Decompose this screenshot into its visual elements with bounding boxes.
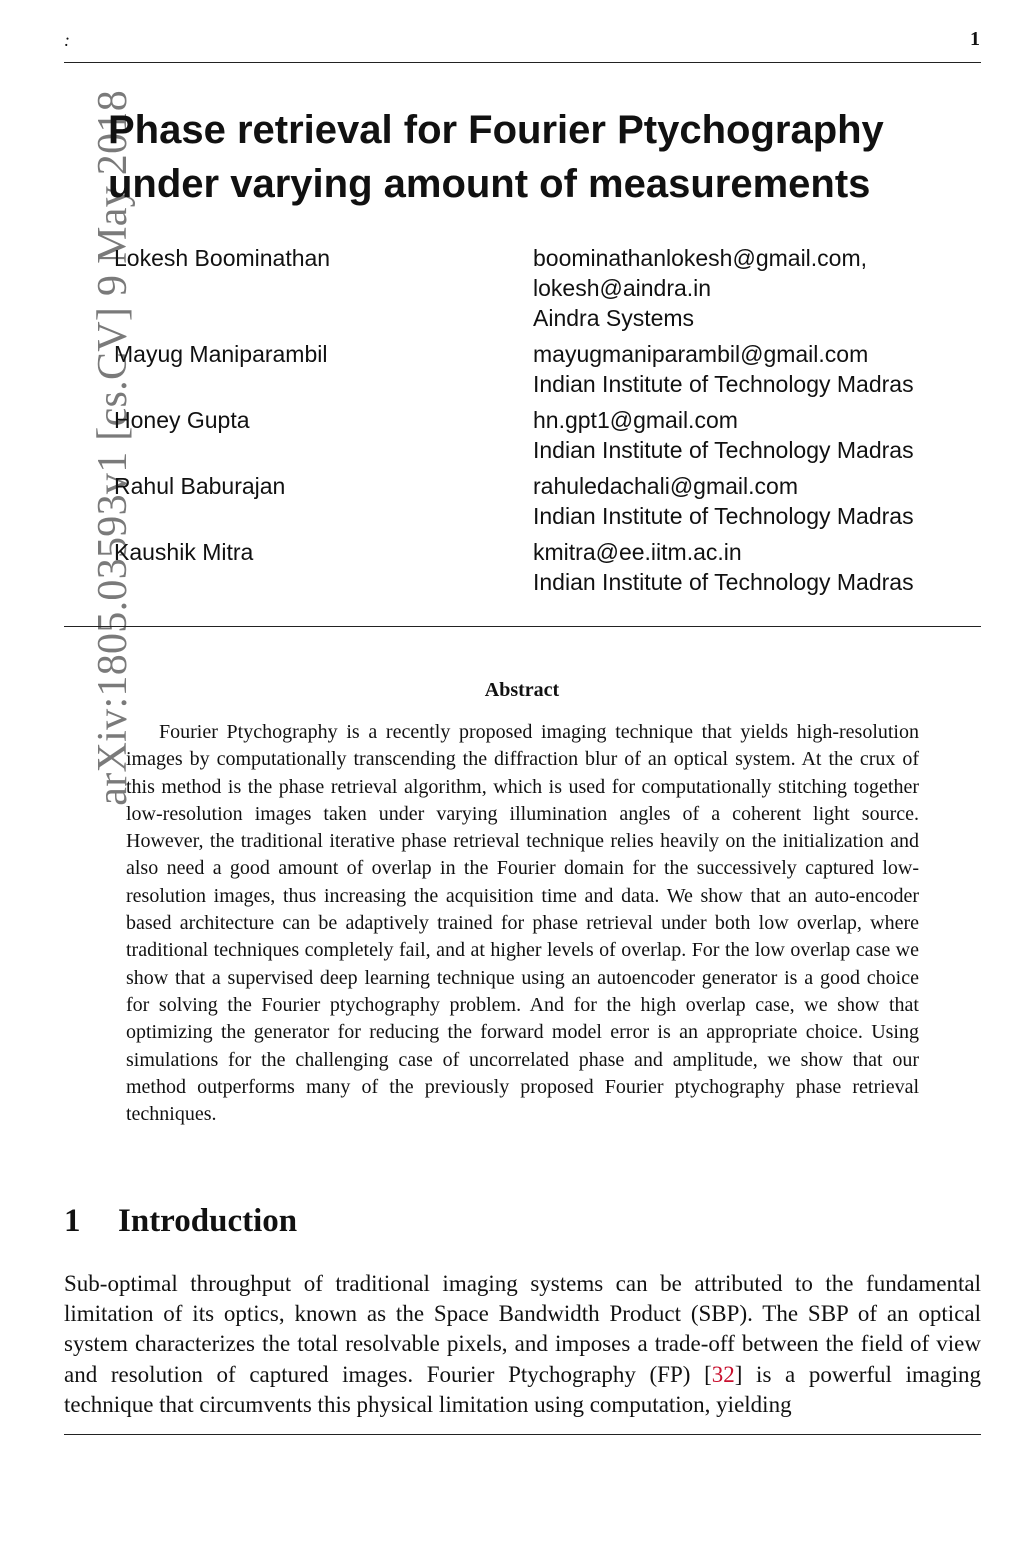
- author-email[interactable]: lokesh@aindra.in: [533, 275, 712, 301]
- author-name: Honey Gupta: [114, 407, 250, 433]
- author-institution: Aindra Systems: [533, 305, 695, 331]
- author-email[interactable]: hn.gpt1@gmail.com: [533, 407, 738, 433]
- author-block-rule: [64, 626, 981, 627]
- abstract-body: Fourier Ptychography is a recently proposed imaging technique that yields high-resolution images by computationally transcending the diffraction blur of an optical system. At the crux of this method is the phase retrieval algorithm, which is used for computationally stitching together low-resolution images taken under varying illumination angles of a coherent light source. However, the traditional iterative phase retrieval technique relies heavily on the initialization and also need a good amount of overlap in the Fourier domain for the successively captured low-resolution images, thus increasing the acquisition time and data. We show that an auto-encoder based architecture can be adaptively trained for phase retrieval under both low overlap, where traditional techniques completely fail, and at higher levels of overlap. For the low overlap case we show that a supervised deep learning technique using an autoencoder generator is a good choice for solving the Fourier ptychography problem. And for the high overlap case, we show that optimizing the generator for reducing the forward model error is an appropriate choice. Using simulations for the challenging case of uncorrelated phase and amplitude, we show that our method outperforms many of the previously proposed Fourier ptychography phase retrieval techniques.: [126, 721, 919, 1126]
- author-entry: [114, 339, 984, 399]
- author-name: Kaushik Mitra: [114, 539, 254, 565]
- page-number: 1: [970, 28, 980, 50]
- abstract-heading: Abstract: [484, 679, 560, 701]
- section-heading-introduction: [64, 1203, 297, 1240]
- author-institution: Indian Institute of Technology Madras: [533, 437, 914, 463]
- section-title: Introduction: [118, 1203, 298, 1239]
- title-line: Phase retrieval for Fourier Ptychography: [108, 108, 884, 152]
- introduction-text: Sub-optimal throughput of traditional imaging systems can be attributed to the fundamental limitation of its optics, known as the Space Bandwidth Product (SBP). The SBP of an optical system characterizes the total resolvable pixels, and imposes a trade-off between the field of view and resolution of captured images. Fourier Ptychography (FP) [: [64, 1271, 981, 1387]
- author-affiliation: [533, 405, 914, 465]
- paper-title: [108, 103, 988, 211]
- header-rule: [64, 62, 981, 63]
- author-institution: Indian Institute of Technology Madras: [533, 503, 914, 529]
- author-email[interactable]: mayugmaniparambil@gmail.com: [533, 341, 869, 367]
- title-line: under varying amount of measurements: [108, 162, 871, 206]
- author-affiliation: [533, 243, 867, 333]
- author-name: Lokesh Boominathan: [114, 245, 331, 271]
- author-entry: [114, 243, 984, 333]
- running-header-mark: :: [64, 30, 70, 50]
- arxiv-identifier-stamp: arXiv:1805.03593v1 [cs.CV] 9 May 2018: [90, 90, 136, 806]
- author-name: Mayug Maniparambil: [114, 341, 328, 367]
- author-affiliation: [533, 471, 914, 531]
- author-institution: Indian Institute of Technology Madras: [533, 569, 914, 595]
- citation-link[interactable]: 32: [711, 1361, 735, 1387]
- author-email[interactable]: kmitra@ee.iitm.ac.in: [533, 539, 742, 565]
- footnote-rule: [64, 1434, 981, 1435]
- section-number: 1: [64, 1203, 81, 1239]
- author-name: Rahul Baburajan: [114, 473, 286, 499]
- introduction-text: ] is a powerful imaging technique that circumvents this physical limitation using computation, yielding: [64, 1361, 981, 1417]
- author-email[interactable]: rahuledachali@gmail.com: [533, 473, 798, 499]
- introduction-paragraph: [64, 1269, 981, 1420]
- author-email[interactable]: boominathanlokesh@gmail.com,: [533, 245, 868, 271]
- author-entry: [114, 405, 984, 465]
- author-entry: [114, 471, 984, 531]
- author-affiliation: [533, 339, 914, 399]
- author-affiliation: [533, 537, 914, 597]
- author-entry: [114, 537, 984, 597]
- author-institution: Indian Institute of Technology Madras: [533, 371, 914, 397]
- author-list: [114, 243, 984, 603]
